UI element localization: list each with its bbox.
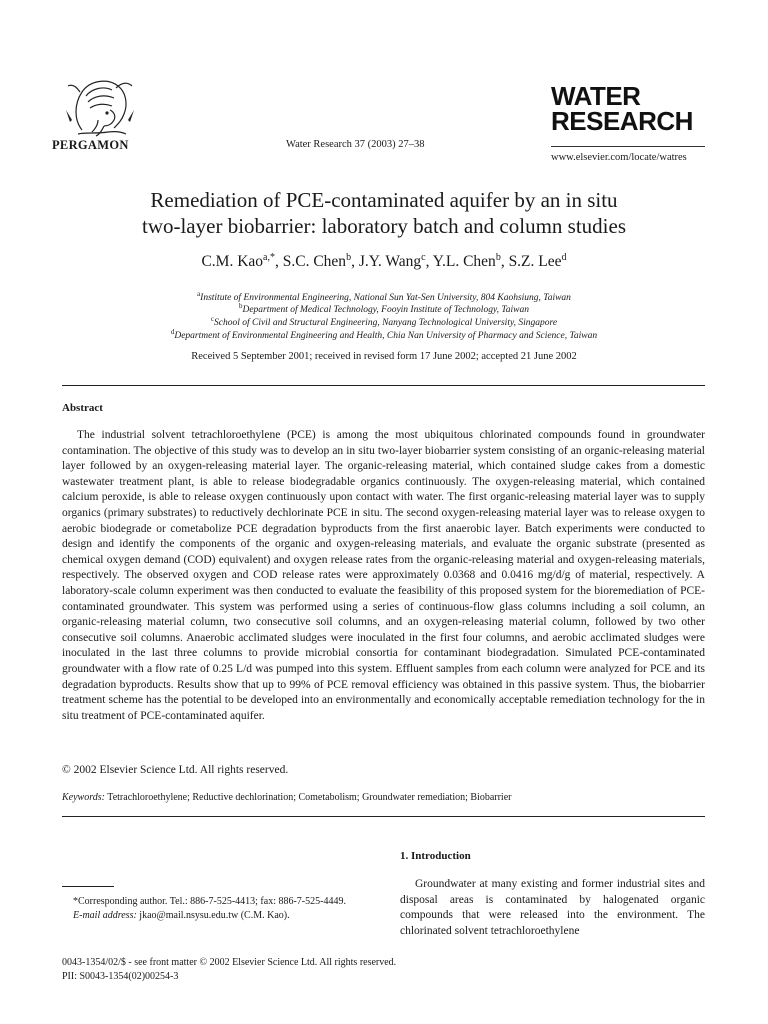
author-name: C.M. Kao (201, 253, 264, 271)
affiliation-d (40, 326, 728, 342)
title-line-2: two-layer biobarrier: laboratory batch and column studies (141, 214, 626, 238)
page-footer (62, 956, 396, 984)
journal-divider (551, 146, 705, 147)
author-list: C.M. Kao$^{a,*}$, S.C. Chen$^b$, J.Y. Wang$^c$, Y.L. Chen$^b$, S.Z. Lee$^d$ (201, 252, 567, 271)
affiliation-text: School of Civil and Structural Engineering, Nanyang Technological University, Singapore (213, 318, 558, 329)
footnote (62, 895, 372, 923)
title-line-1: Remediation of PCE-contaminated aquifer by an in situ (150, 188, 618, 212)
issn-line: 0043-1354/02/$ - see front matter © 2002 Elsevier Science Ltd. All rights reserved. (62, 957, 397, 968)
affiliation-text: Department of Environmental Engineering and Health, Chia Nan University of Pharmacy and Science, Taiwan (174, 331, 598, 342)
received-dates: Received 5 September 2001; received in revised form 17 June 2002; accepted 21 June 2002 (191, 351, 577, 362)
article-title (40, 187, 728, 239)
affiliation-text: Department of Medical Technology, Fooyin Institute of Technology, Taiwan (242, 305, 530, 316)
author-affiliation-mark: b (346, 252, 352, 263)
author-name: S.Z. Lee (508, 253, 562, 271)
keywords (62, 792, 511, 803)
section-divider (62, 816, 705, 817)
author-name: Y.L. Chen (432, 253, 496, 271)
affiliation-mark: d (170, 328, 175, 336)
email-label: E-mail address: (73, 910, 137, 921)
abstract-text: The industrial solvent tetrachloroethylene (PCE) is among the most ubiquitous chlorinated compounds found in groundwater contamination. The objective of this study was to develop an in situ two-layer biobarrier system consisting of an organic-releasing material layer followed by an oxygen-releasing material layer. The organic-releasing material, which contained sludge cakes from a domestic wastewater treatment plant, is able to release biodegradable organics continuously. The oxygen-releasing material, which contained calcium peroxide, is able to release oxygen continuously upon contact with water. The first organic-releasing material layer was to supply organics (primary substrates) to reductively dechlorinate PCE in situ. The second oxygen-releasing material layer was to release oxygen to aerobic biodegrade or cometabolize PCE degradation byproducts from the first anaerobic layer. Batch experiments were conducted to design and identify the components of the organic and oxygen-releasing materials, and evaluate the organic substrate (presented as chemical oxygen demand (COD) equivalent) and oxygen release rates from the organic-releasing material and oxygen-releasing materials, respectively. The observed oxygen and COD release rates were approximately 0.0368 and 0.0416 mg/d/g of material, respectively. A laboratory-scale column experiment was then conducted to evaluate the feasibility of this proposed system for the bioremediation of PCE-contaminated groundwater. This system was performed using a series of continuous-flow glass columns including a soil column, an organic-releasing material column, two consecutive soil columns, and an oxygen-releasing material column, followed by two other consecutive soil columns. Anaerobic acclimated sludges were inoculated in the first four columns, and aerobic acclimated sludges were inoculated in the last three columns to provide microbial consortia for contaminant biodegradation. Simulated PCE-contaminated groundwater with a flow rate of 0.25 L/d was pumped into this system. Effluent samples from each column were analyzed for PCE and its degradation byproducts. Results show that up to 99% of PCE removal efficiency was obtained in this passive system. Thus, the biobarrier treatment scheme has the potential to be developed into an environmentally and economically acceptable remediation technology for the in situ treatment of PCE-contaminated aquifer. (62, 429, 705, 722)
journal-citation: Water Research 37 (2003) 27–38 (286, 139, 425, 150)
publisher-name: PERGAMON (52, 138, 129, 152)
author-name: J.Y. Wang (358, 253, 422, 271)
publisher-logo (52, 70, 148, 140)
affiliation-text: Institute of Environmental Engineering, National Sun Yat-Sen University, 804 Kaohsiung, Taiwan (200, 293, 571, 304)
introduction-heading: 1. Introduction (400, 850, 471, 862)
author-affiliation-mark: c (421, 252, 426, 263)
footnote-divider (62, 886, 114, 887)
journal-name-line1: WATER (551, 81, 641, 111)
abstract-copyright: © 2002 Elsevier Science Ltd. All rights reserved. (62, 764, 289, 776)
keywords-label: Keywords: (62, 792, 105, 803)
affiliation-mark: b (238, 302, 243, 310)
journal-url-link[interactable]: www.elsevier.com/locate/watres (551, 152, 687, 163)
corresponding-author-note: *Corresponding author. Tel.: 886-7-525-4413; fax: 886-7-525-4449. (73, 896, 346, 907)
author-affiliation-mark: b (495, 252, 501, 263)
section-divider (62, 385, 705, 386)
email-note (62, 909, 372, 923)
author-affiliation-mark: d (561, 252, 567, 263)
affiliation-mark: a (197, 290, 201, 298)
pii-line: PII: S0043-1354(02)00254-3 (62, 971, 179, 982)
introduction-text: Groundwater at many existing and former industrial sites and disposal areas is contaminated by halogenated organic compounds that were released into the environment. The chlorinated solvent tetrachloroethylene (400, 878, 705, 937)
journal-logo-text (551, 81, 693, 136)
affiliation-mark: c (210, 315, 214, 323)
email-address-link[interactable]: jkao@mail.nsysu.edu.tw (C.M. Kao). (139, 910, 290, 921)
journal-name-line2: RESEARCH (551, 106, 693, 136)
author-affiliation-mark: a,* (263, 252, 275, 263)
abstract-heading: Abstract (62, 402, 103, 414)
author-name: S.C. Chen (282, 253, 347, 271)
keywords-text: Tetrachloroethylene; Reductive dechlorination; Cometabolism; Groundwater remediation; Biobarrier (107, 792, 512, 803)
